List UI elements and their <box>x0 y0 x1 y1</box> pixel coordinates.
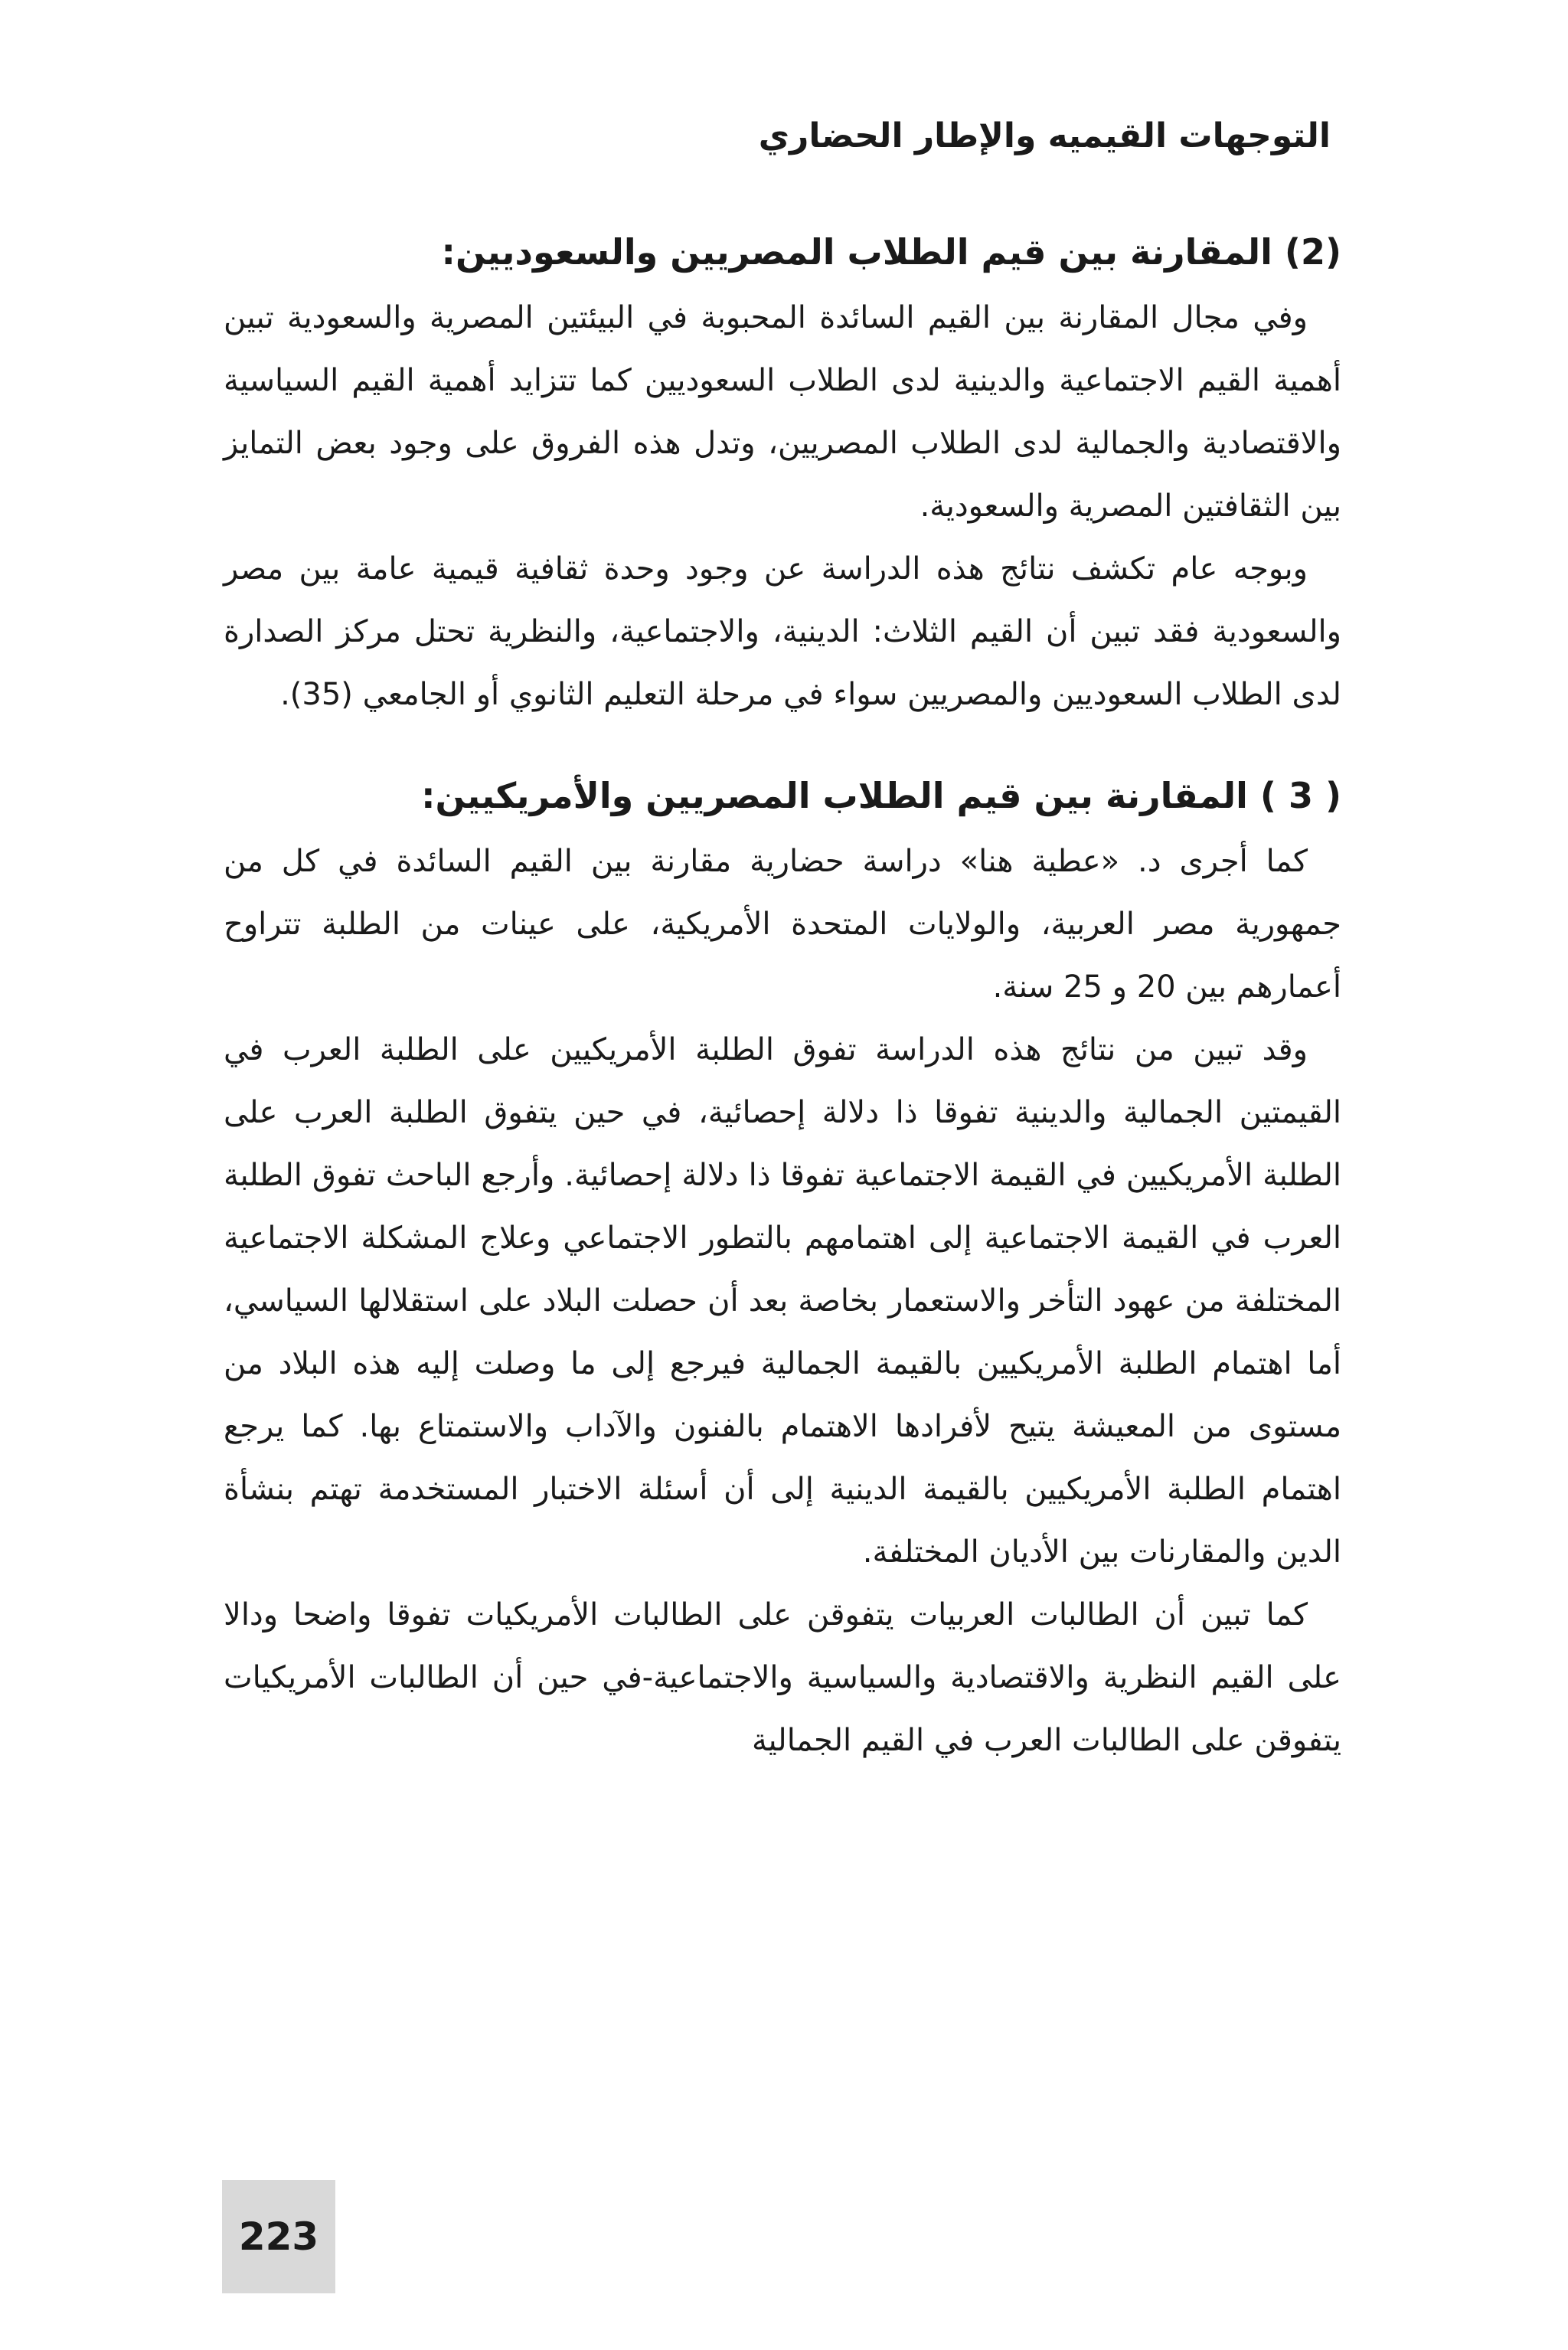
page-number: 223 <box>238 2214 319 2259</box>
page-number-box <box>222 2180 335 2293</box>
section-egypt-saudi-comparison <box>224 222 1341 726</box>
paragraph: وفي مجال المقارنة بين القيم السائدة المحبوبة في البيئتين المصرية والسعودية تبين أهمية القيم الاجتماعية والدينية لدى الطلاب السعوديين كما تتزايد أهمية القيم السياسية والاقتصادية والجمالية لدى الطلاب المصريين، وتدل هذه الفروق على وجود بعض التمايز بين الثقافتين المصرية والسعودية. <box>224 300 1341 524</box>
section-heading: (2) المقارنة بين قيم الطلاب المصريين والسعوديين: <box>441 231 1341 273</box>
paragraph: وبوجه عام تكشف نتائج هذه الدراسة عن وجود وحدة ثقافية قيمية عامة بين مصر والسعودية فقد تبين أن القيم الثلاث: الدينية، والاجتماعية، والنظرية تحتل مركز الصدارة لدى الطلاب السعوديين والمصريين سواء في مرحلة التعليم الثانوي أو الجامعي (35). <box>224 551 1341 712</box>
section-heading: ( 3 ) المقارنة بين قيم الطلاب المصريين والأمريكيين: <box>421 775 1341 816</box>
paragraph: كما تبين أن الطالبات العربيات يتفوقن على الطالبات الأمريكيات تفوقا واضحا ودالا على القيم النظرية والاقتصادية والسياسية والاجتماعية-في حين أن الطالبات الأمريكيات يتفوقن على الطالبات العرب في القيم الجمالية <box>224 1597 1341 1758</box>
section-egypt-america-comparison <box>224 766 1341 1772</box>
page-body <box>224 222 1341 1772</box>
running-header-title: التوجهات القيميه والإطار الحضاري <box>758 116 1331 155</box>
paragraph: وقد تبين من نتائج هذه الدراسة تفوق الطلبة الأمريكيين على الطلبة العرب في القيمتين الجمالية والدينية تفوقا ذا دلالة إحصائية، في حين يتفوق الطلبة العرب على الطلبة الأمريكيين في القيمة الاجتماعية تفوقا ذا دلالة إحصائية. وأرجع الباحث تفوق الطلبة العرب في القيمة الاجتماعية إلى اهتمامهم بالتطور الاجتماعي وعلاج المشكلة الاجتماعية المختلفة من عهود التأخر والاستعمار بخاصة بعد أن حصلت البلاد على استقلالها السياسي، أما اهتمام الطلبة الأمريكيين بالقيمة الجمالية فيرجع إلى ما وصلت إليه هذه البلاد من مستوى من المعيشة يتيح لأفرادها الاهتمام بالفنون والآداب والاستمتاع بها. كما يرجع اهتمام الطلبة الأمريكيين بالقيمة الدينية إلى أن أسئلة الاختبار المستخدمة تهتم بنشأة الدين والمقارنات بين الأديان المختلفة. <box>224 1032 1341 1570</box>
paragraph: كما أجرى د. «عطية هنا» دراسة حضارية مقارنة بين القيم السائدة في كل من جمهورية مصر العربية، والولايات المتحدة الأمريكية، على عينات من الطلبة تتراوح أعمارهم بين 20 و 25 سنة. <box>224 844 1341 1005</box>
